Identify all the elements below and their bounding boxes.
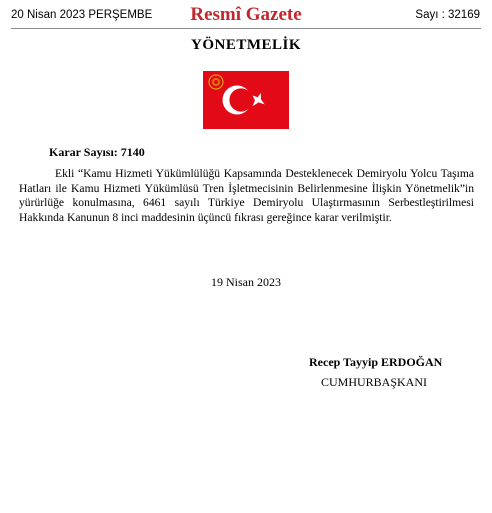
signatory-name: Recep Tayyip ERDOĞAN bbox=[309, 355, 443, 369]
issue-number: Sayı : 32169 bbox=[415, 9, 480, 21]
header-divider bbox=[11, 28, 481, 29]
signatory-title: CUMHURBAŞKANI bbox=[321, 375, 428, 389]
section-title: YÖNETMELİK bbox=[190, 37, 301, 53]
decision-number: Karar Sayısı: 7140 bbox=[49, 145, 145, 159]
gazette-title: Resmî Gazete bbox=[190, 4, 302, 25]
decision-body-text: Ekli “Kamu Hizmeti Yükümlülüğü Kapsamında Desteklenecek Demiryolu Yolcu Taşıma Hatları ile Kamu Hizmeti Yükümlüsü Tren İşletmecisinin Belirlenmesine İlişkin Yönetmelik”in yürürlüğe konulmasına, 6461 sayılı Türkiye Demiryolu Ulaştırmasının Serbestleştirilmesi Hakkında Kanunun 8 inci maddesinin üçüncü fıkrası gereğince karar verilmiştir. bbox=[19, 167, 474, 224]
turkish-flag-icon bbox=[203, 71, 289, 129]
decision-date: 19 Nisan 2023 bbox=[211, 275, 281, 289]
header-date: 20 Nisan 2023 PERŞEMBE bbox=[11, 9, 153, 21]
